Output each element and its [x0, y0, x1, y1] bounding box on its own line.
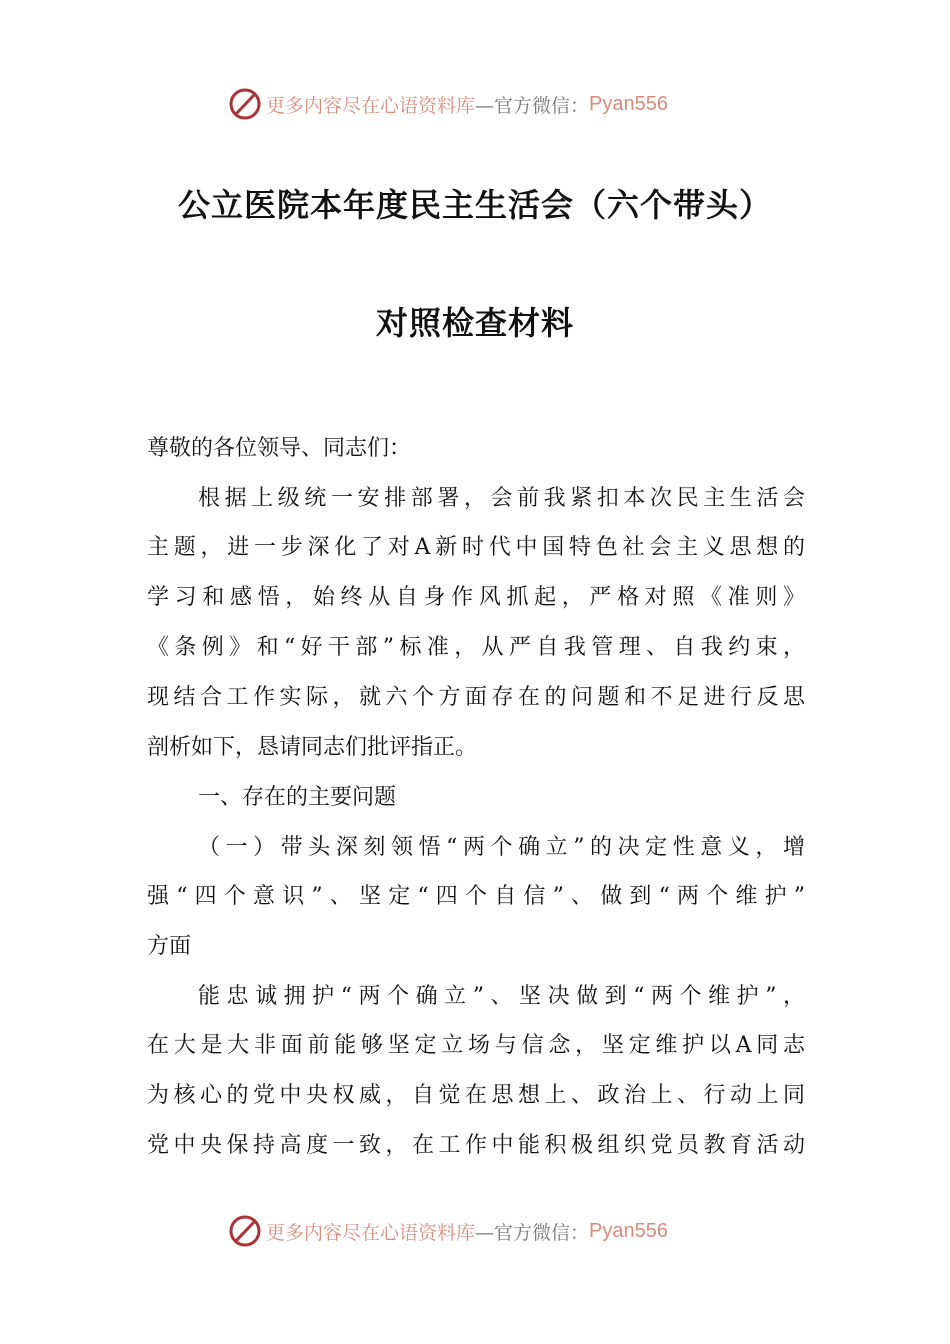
- text-line: 主题，进一步深化了对A新时代中国特色社会主义思想的: [147, 535, 805, 560]
- text-line: 根据上级统一安排部署，会前我紧扣本次民主生活会: [198, 486, 805, 511]
- text-line: （一）带头深刻领悟“两个确立”的决定性意义，增: [198, 835, 805, 860]
- text-line: 强“四个意识”、坚定“四个自信”、做到“两个维护”: [147, 884, 805, 909]
- watermark-wechat-label: —官方微信：: [475, 94, 590, 117]
- watermark-text: 更多内容尽在心语资料库: [266, 94, 476, 117]
- text-line: 为核心的党中央权威，自觉在思想上、政治上、行动上同: [147, 1083, 805, 1108]
- text-line: 《条例》和“好干部”标准，从严自我管理、自我约束，: [147, 635, 805, 660]
- text-line: 方面: [147, 934, 192, 959]
- text-line: 一、存在的主要问题: [198, 785, 397, 810]
- text-line: 现结合工作实际，就六个方面存在的问题和不足进行反思: [147, 685, 805, 710]
- watermark-wechat-id: Pyan556: [589, 1219, 668, 1242]
- pen-logo-icon: [228, 87, 262, 121]
- watermark-wechat-id: Pyan556: [589, 92, 668, 115]
- text-line: 党中央保持高度一致，在工作中能积极组织党员教育活动: [147, 1133, 805, 1158]
- text-line: 在大是大非面前能够坚定立场与信念，坚定维护以A同志: [147, 1033, 805, 1058]
- footer-watermark: [228, 1213, 668, 1249]
- text-line: 能忠诚拥护“两个确立”、坚决做到“两个维护”，: [198, 984, 805, 1009]
- title-line-1: 公立医院本年度民主生活会（六个带头）: [177, 186, 772, 224]
- text-line: 剖析如下，恳请同志们批评指正。: [147, 735, 478, 760]
- text-line: 尊敬的各位领导、同志们：: [147, 436, 412, 461]
- watermark-wechat-label: —官方微信：: [475, 1221, 590, 1244]
- watermark-text: 更多内容尽在心语资料库: [266, 1221, 476, 1244]
- title-line-2: 对照检查材料: [375, 304, 574, 342]
- text-line: 学习和感悟，始终从自身作风抓起，严格对照《准则》: [147, 585, 805, 610]
- header-watermark: [228, 86, 668, 122]
- pen-logo-icon: [228, 1214, 262, 1248]
